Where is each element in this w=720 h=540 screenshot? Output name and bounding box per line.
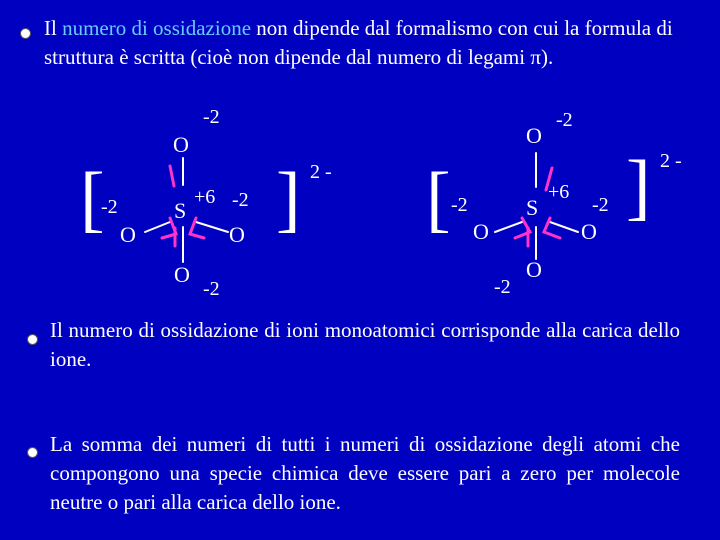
bond-highlight-right-right bbox=[544, 218, 560, 238]
bond-right-s-o-left bbox=[495, 222, 522, 232]
left-bracket-open: [ bbox=[80, 158, 105, 240]
bond-highlight-left-top bbox=[170, 166, 174, 186]
left-sulfur-ox: +6 bbox=[194, 186, 216, 208]
left-ion-charge: 2 - bbox=[310, 161, 332, 183]
paragraph-1-suffix: non dipende dal formalismo con cui la formula di struttura è scritta (cioè non dipende dal numero di legami π). bbox=[44, 16, 673, 69]
right-oxygen-bottom: O bbox=[526, 257, 542, 282]
paragraph-1-highlight: numero di ossidazione bbox=[62, 16, 252, 40]
right-oxygen-top-ox: -2 bbox=[556, 109, 573, 131]
right-sulfur-ox: +6 bbox=[548, 181, 570, 203]
right-sulfur: S bbox=[526, 195, 539, 220]
right-ion-charge: 2 - bbox=[660, 150, 682, 172]
bond-left-s-o-right bbox=[196, 222, 228, 232]
paragraph-1-prefix: Il bbox=[44, 16, 63, 40]
left-sulfur: S bbox=[174, 198, 187, 223]
left-oxygen-right: O bbox=[229, 222, 245, 247]
right-oxygen-left: O bbox=[473, 219, 489, 244]
right-oxygen-top: O bbox=[526, 123, 542, 148]
left-oxygen-top-ox: -2 bbox=[203, 106, 220, 128]
bond-highlight-left-right bbox=[190, 218, 204, 238]
right-oxygen-right: O bbox=[581, 219, 597, 244]
left-oxygen-top: O bbox=[173, 132, 189, 157]
bullet-point-2 bbox=[27, 334, 38, 345]
left-bracket-close: ] bbox=[276, 158, 301, 240]
left-oxygen-left: O bbox=[120, 222, 136, 247]
right-bracket-close: ] bbox=[626, 146, 651, 228]
left-oxygen-bottom: O bbox=[174, 262, 190, 287]
bond-left-s-o-left bbox=[145, 222, 170, 232]
right-oxygen-left-ox: -2 bbox=[451, 194, 468, 216]
paragraph-sum-oxidation-numbers: La somma dei numeri di tutti i numeri di ossidazione degli atomi che compongono una specie chimica deve essere pari a zero per molecole neutre o pari alla carica dello ione. bbox=[50, 432, 680, 514]
right-oxygen-bottom-ox: -2 bbox=[494, 276, 511, 298]
bond-right-s-o-right bbox=[550, 222, 578, 232]
left-oxygen-right-ox: -2 bbox=[232, 189, 249, 211]
right-oxygen-right-ox: -2 bbox=[592, 194, 609, 216]
paragraph-monoatomic-ions: Il numero di ossidazione di ioni monoatomici corrisponde alla carica dello ione. bbox=[50, 318, 680, 371]
right-bracket-open: [ bbox=[426, 158, 451, 240]
bullet-point-3 bbox=[27, 447, 38, 458]
left-oxygen-bottom-ox: -2 bbox=[203, 278, 220, 300]
left-oxygen-left-ox: -2 bbox=[101, 196, 118, 218]
